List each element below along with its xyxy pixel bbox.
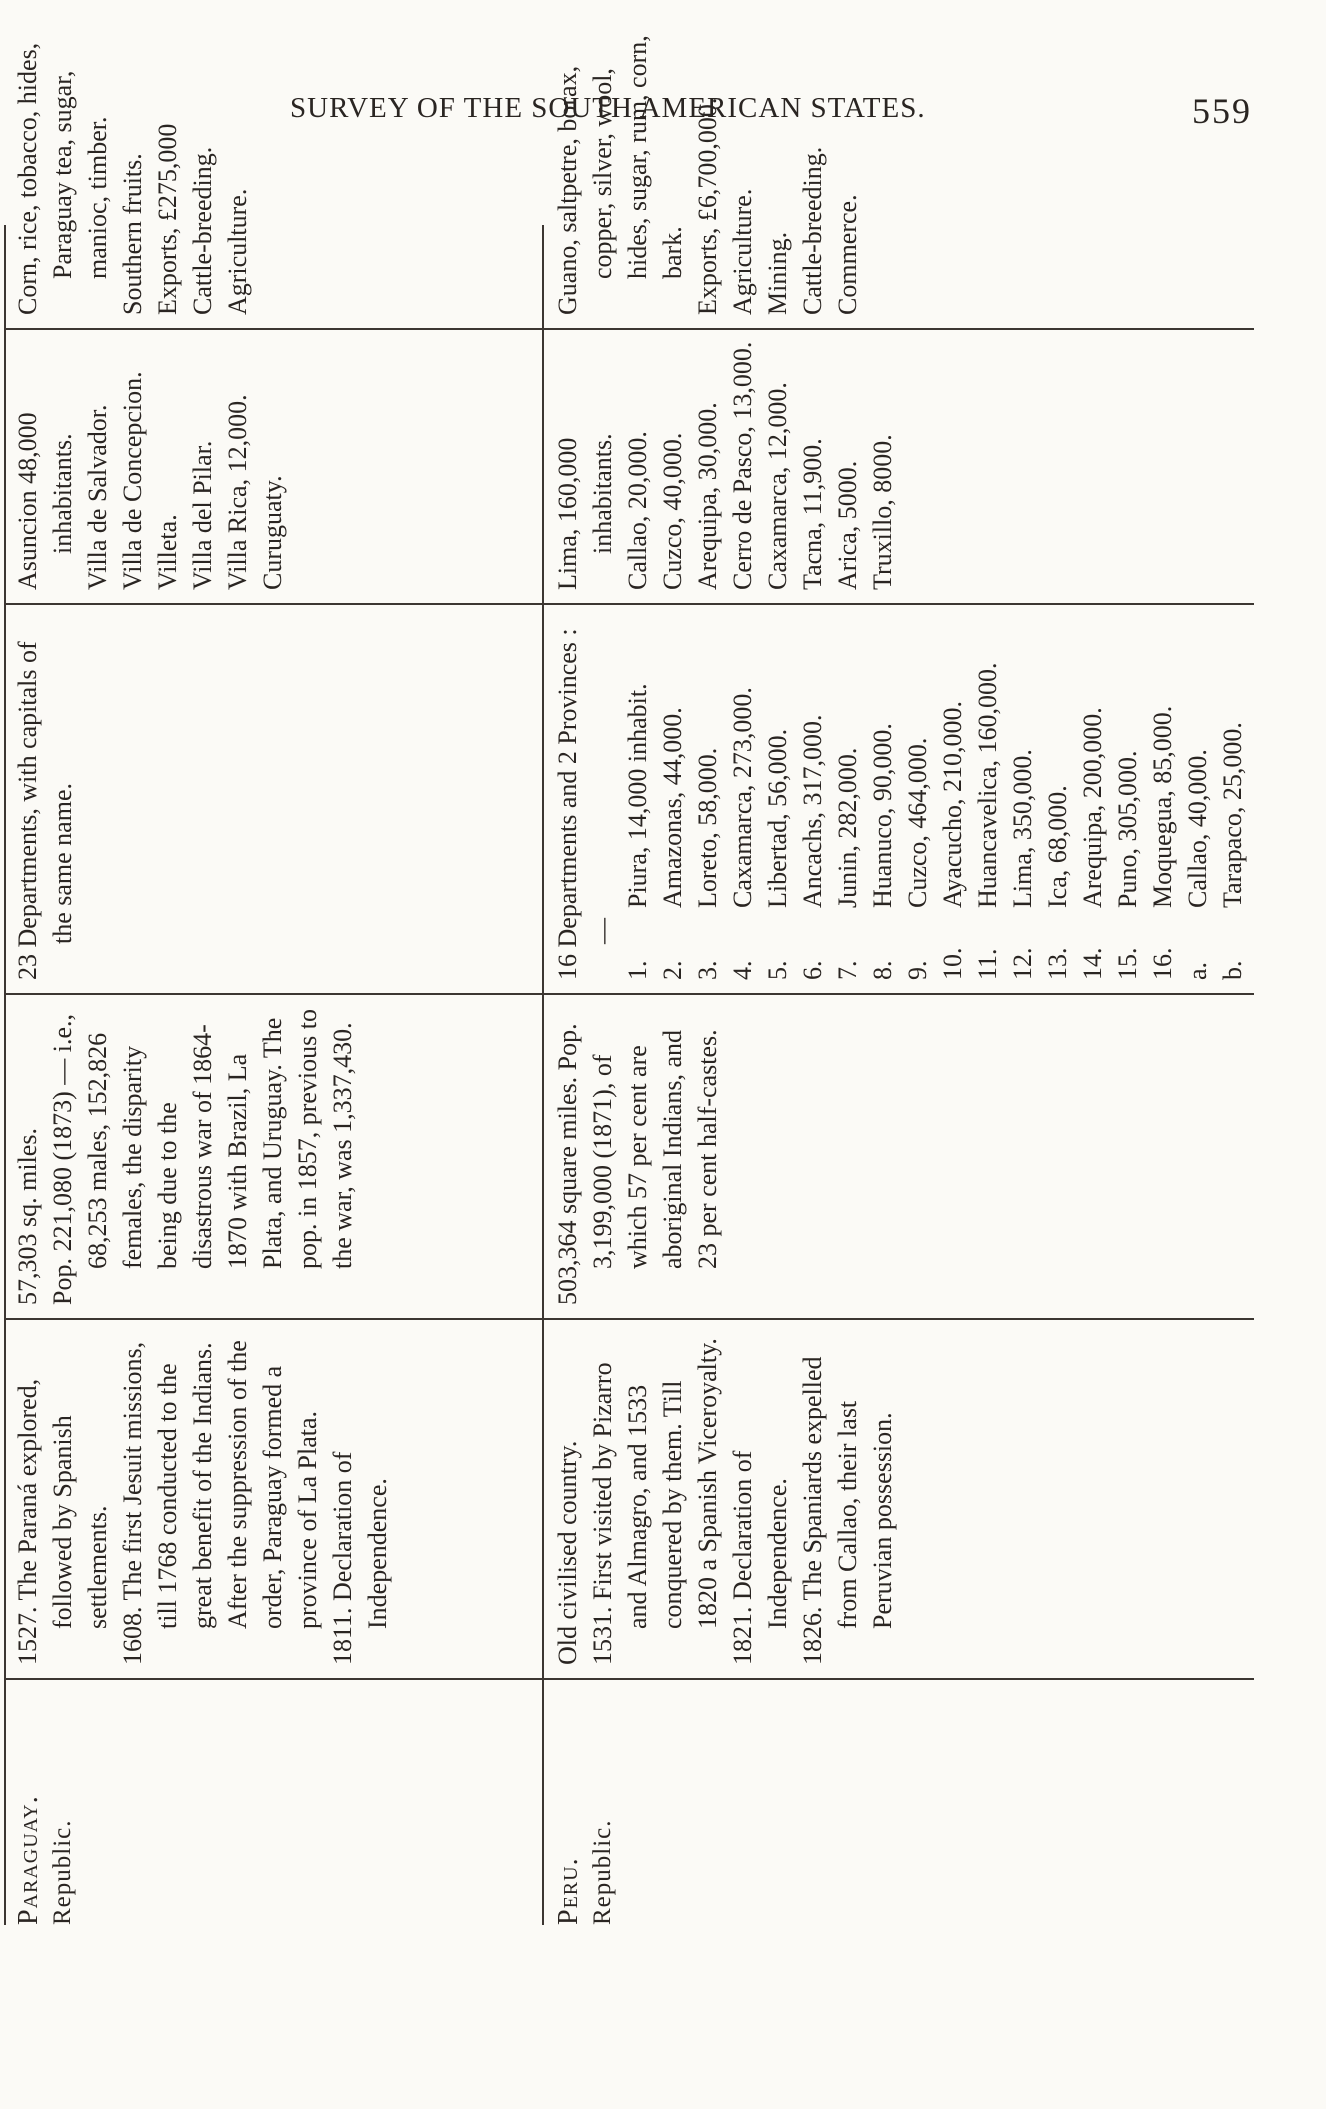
- government-type: Republic.: [49, 1819, 76, 1925]
- division-text: Libertad, 56,000.: [763, 728, 792, 908]
- product-entry: Mining.: [763, 231, 792, 315]
- division-entry: [865, 610, 900, 980]
- division-text: Huanuco, 90,000.: [868, 723, 897, 908]
- town-entry: Arequipa, 30,000.: [693, 402, 722, 590]
- division-text: Caxamarca, 273,000.: [728, 687, 757, 908]
- town-entry: Callao, 20,000.: [623, 431, 652, 590]
- division-number: 1.: [623, 960, 652, 980]
- product-entry: Exports, £275,000: [153, 123, 182, 315]
- product-entry: Corn, rice, tobacco, hides, Paraguay tea, sugar, manioc, timber.: [13, 42, 112, 315]
- division-number: 6.: [798, 960, 827, 980]
- division-text: Piura, 14,000 inhabit.: [623, 683, 652, 908]
- town-entry: Lima, 160,000 inhabitants.: [553, 433, 617, 590]
- division-entry: [1180, 610, 1215, 980]
- division-text: Tarapaco, 25,000.: [1218, 722, 1247, 908]
- history-entry: 1527. The Paraná explored, followed by Spanish settlements.: [13, 1378, 112, 1665]
- town-entry: Truxillo, 8000.: [868, 434, 897, 590]
- running-title: SURVEY OF THE SOUTH AMERICAN STATES.: [290, 92, 926, 124]
- division-text: Moquegua, 85,000.: [1148, 705, 1177, 908]
- product-entry: Exports, £6,700,000.: [693, 97, 722, 315]
- division-entry: [900, 610, 935, 980]
- products-cell: [10, 25, 255, 315]
- area-population-cell: [550, 1005, 725, 1305]
- division-number: 12.: [1008, 947, 1037, 980]
- division-entry: [1215, 610, 1250, 980]
- division-number: a.: [1183, 961, 1212, 980]
- division-number: 8.: [868, 960, 897, 980]
- division-text: Ancachs, 317,000.: [798, 714, 827, 908]
- division-text: Arequipa, 200,000.: [1078, 707, 1107, 908]
- division-number: 11.: [973, 948, 1002, 980]
- product-entry: Southern fruits.: [118, 153, 147, 315]
- town-entry: Cuzco, 40,000.: [658, 432, 687, 590]
- town-entry: Villeta.: [153, 514, 182, 590]
- history-entry: 1811. Declaration of Independence.: [328, 1451, 392, 1665]
- product-entry: Agriculture.: [223, 188, 252, 315]
- town-entry: Villa de Concepcion.: [118, 371, 147, 590]
- town-entry: Villa del Pilar.: [188, 440, 217, 590]
- history-entry: 1608. The first Jesuit missions, till 1768 conducted to the great benefit of the Indians. After the suppression of the order, Paraguay formed a province of La Plata.: [118, 1340, 322, 1665]
- column-rule: [4, 603, 1254, 605]
- history-entry: Old civilised country.: [553, 1440, 582, 1665]
- division-number: 10.: [938, 947, 967, 980]
- town-entry: Arica, 5000.: [833, 460, 862, 590]
- column-rule: [4, 993, 1254, 995]
- country-cell: [552, 1715, 620, 1925]
- division-number: b.: [1218, 960, 1247, 980]
- division-text: Ica, 68,000.: [1043, 785, 1072, 908]
- division-entry: [1040, 610, 1075, 980]
- country-name: Paraguay.: [13, 1795, 44, 1925]
- column-rule: [4, 1318, 1254, 1320]
- division-number: 15.: [1113, 947, 1142, 980]
- area-population-cell: [10, 1005, 360, 1305]
- division-entry: [725, 610, 760, 980]
- history-cell: [10, 1335, 395, 1665]
- division-number: 4.: [728, 960, 757, 980]
- division-text: Cuzco, 464,000.: [903, 737, 932, 908]
- divisions-cell: [550, 610, 1250, 980]
- country-cell: [12, 1715, 80, 1925]
- division-entry: [1110, 610, 1145, 980]
- division-text: Lima, 350,000.: [1008, 749, 1037, 908]
- row-separator: [542, 225, 544, 1925]
- products-cell: [550, 25, 865, 315]
- division-entry: [1145, 610, 1180, 980]
- towns-cell: [550, 340, 900, 590]
- town-entry: Caxamarca, 12,000.: [763, 382, 792, 590]
- divisions-cell: [10, 620, 80, 980]
- division-entry: [1075, 610, 1110, 980]
- page-number: 559: [1192, 91, 1252, 131]
- product-entry: Agriculture.: [728, 188, 757, 315]
- division-number: 5.: [763, 960, 792, 980]
- table-row-paraguay: [4, 42, 564, 1925]
- population-entry: Pop. 221,080 (1873) — i.e., 68,253 males, 152,826 females, the disparity being due to the disastrous war of 1864-1870 with Brazil, La Plata, and Uruguay. The pop. in 1857, previous to the war, was 1,337,430.: [48, 1009, 357, 1305]
- division-entry: [830, 610, 865, 980]
- history-cell: [550, 1335, 900, 1665]
- product-entry: Commerce.: [833, 194, 862, 315]
- division-number: 14.: [1078, 947, 1107, 980]
- product-entry: Guano, saltpetre, borax, copper, silver, wool, hides, sugar, rum, corn, bark.: [553, 35, 687, 315]
- area-population-entry: 503,364 square miles. Pop. 3,199,000 (1871), of which 57 per cent are aboriginal Indians, and 23 per cent half-castes.: [553, 1023, 722, 1305]
- division-text: Puno, 305,000.: [1113, 750, 1142, 908]
- division-text: Callao, 40,000.: [1183, 749, 1212, 908]
- history-entry: 1826. The Spaniards expelled from Callao, their last Peruvian possession.: [798, 1356, 897, 1665]
- division-entry: [760, 610, 795, 980]
- division-entry: [690, 610, 725, 980]
- division-entry: [795, 610, 830, 980]
- division-entry: [1005, 610, 1040, 980]
- town-entry: Cerro de Pasco, 13,000.: [728, 341, 757, 590]
- division-text: Ayacucho, 210,000.: [938, 700, 967, 908]
- area-entry: 57,303 sq. miles.: [13, 1128, 42, 1305]
- government-type: Republic.: [589, 1819, 616, 1925]
- division-text: Junin, 282,000.: [833, 747, 862, 908]
- town-entry: Villa de Salvador.: [83, 404, 112, 590]
- history-entry: 1531. First visited by Pizarro and Almagro, and 1533 conquered by them. Till 1820 a Spanish Viceroyalty.: [588, 1338, 722, 1665]
- division-text: Amazonas, 44,000.: [658, 707, 687, 908]
- column-rule: [4, 1678, 1254, 1680]
- town-entry: Curuguaty.: [258, 475, 287, 590]
- division-number: 16.: [1148, 947, 1177, 980]
- division-entry: [655, 610, 690, 980]
- division-number: 9.: [903, 960, 932, 980]
- division-entry: [970, 610, 1005, 980]
- division-entry: [935, 610, 970, 980]
- divisions-list: [620, 610, 1250, 980]
- division-number: 2.: [658, 960, 687, 980]
- towns-cell: [10, 340, 290, 590]
- division-entry: [620, 610, 655, 980]
- division-text: Huancavelica, 160,000.: [973, 662, 1002, 908]
- country-name: Peru.: [553, 1857, 584, 1925]
- town-entry: Tacna, 11,900.: [798, 438, 827, 590]
- product-entry: Cattle-breeding.: [798, 146, 827, 315]
- divisions-intro: 16 Departments and 2 Provinces :—: [553, 628, 617, 980]
- town-entry: Asuncion 48,000 inhabitants.: [13, 412, 77, 590]
- division-text: Loreto, 58,000.: [693, 747, 722, 908]
- history-entry: 1821. Declaration of Independence.: [728, 1450, 792, 1665]
- division-entry: 23 Departments, with capitals of the same name.: [13, 641, 77, 980]
- column-rule: [4, 328, 1254, 330]
- division-number: 13.: [1043, 947, 1072, 980]
- town-entry: Villa Rica, 12,000.: [223, 394, 252, 590]
- division-number: 7.: [833, 960, 862, 980]
- division-number: 3.: [693, 960, 722, 980]
- product-entry: Cattle-breeding.: [188, 146, 217, 315]
